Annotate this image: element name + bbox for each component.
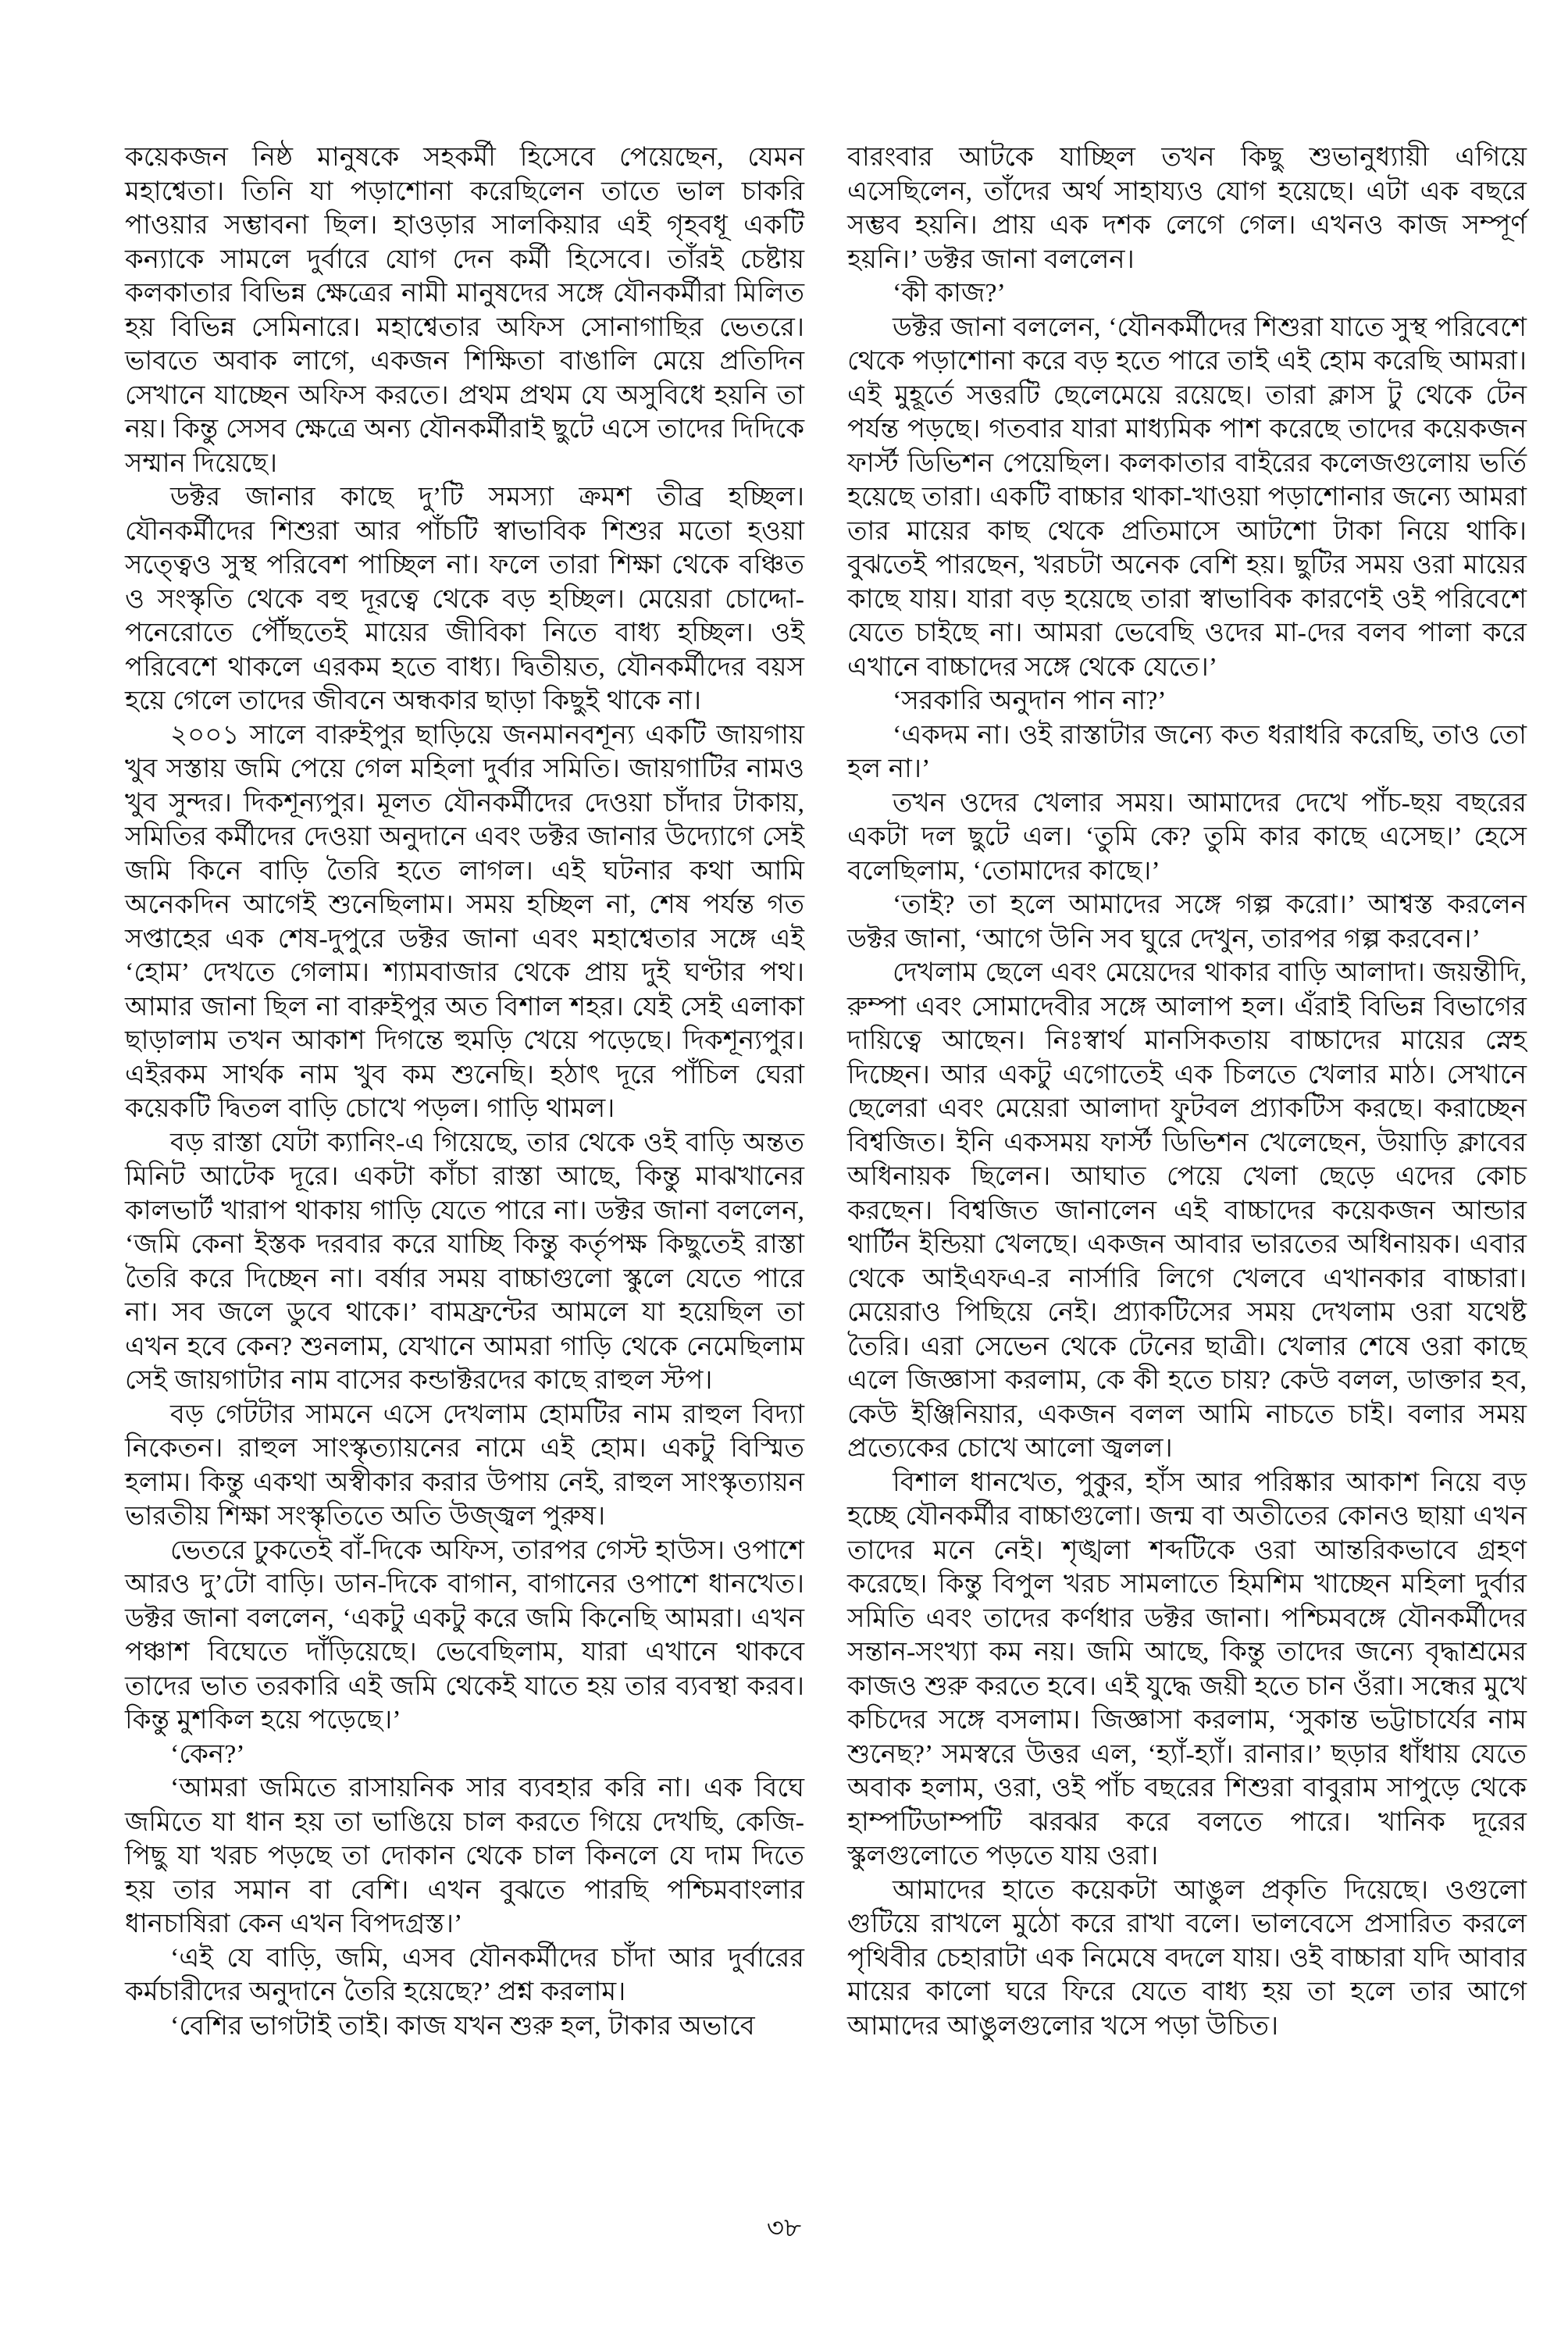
- paragraph: ডক্টর জানার কাছে দু’টি সমস্যা ক্রমশ তীব্র হচ্ছিল। যৌনকর্মীদের শিশুরা আর পাঁচটি স্বাভাবিক শিশুর মতো হওয়া সত্ত্বেও সুস্থ পরিবেশ পাচ্ছিল না। ফলে তারা শিক্ষা থেকে বঞ্চিত ও সংস্কৃতি থেকে বহু দূরত্বে থেকে বড় হচ্ছিল। মেয়েরা চোদ্দো-পনেরোতে পৌঁছতেই মায়ের জীবিকা নিতে বাধ্য হচ্ছিল। ওই পরিবেশে থাকলে এরকম হতে বাধ্য। দ্বিতীয়ত, যৌনকর্মীদের বয়স হয়ে গেলে তাদের জীবনে অন্ধকার ছাড়া কিছুই থাকে না।: [125, 483, 804, 715]
- paragraph: ‘কেন?’: [170, 1739, 245, 1769]
- paragraph: ‘তাই? তা হলে আমাদের সঙ্গে গল্প করো।’ আশ্বস্ত করলেন ডক্টর জানা, ‘আগে উনি সব ঘুরে দেখুন, তারপর গল্প করবেন।’: [847, 890, 1527, 954]
- paragraph: আমাদের হাতে কয়েকটা আঙুল প্রকৃতি দিয়েছে। ওগুলো গুটিয়ে রাখলে মুঠো করে রাখা বলে। ভালবেসে প্রসারিত করলে পৃথিবীর চেহারাটা এক নিমেষে বদলে যায়। ওই বাচ্চারা যদি আবার মায়ের কালো ঘরে ফিরে যেতে বাধ্য হয় তা হলে তার আগে আমাদের আঙুলগুলোর খসে পড়া উচিত।: [847, 1875, 1527, 2041]
- paragraph: বিশাল ধানখেত, পুকুর, হাঁস আর পরিষ্কার আকাশ নিয়ে বড় হচ্ছে যৌনকর্মীর বাচ্চাগুলো। জন্ম বা অতীতের কোনও ছায়া এখন তাদের মনে নেই। শৃঙ্খলা শব্দটিকে ওরা আন্তরিকভাবে গ্রহণ করেছে। কিন্তু বিপুল খরচ সামলাতে হিমশিম খাচ্ছেন মহিলা দুর্বার সমিতি এবং তাদের কর্ণধার ডক্টর জানা। পশ্চিমবঙ্গে যৌনকর্মীদের সন্তান-সংখ্যা কম নয়। জমি আছে, কিন্তু তাদের জন্যে বৃদ্ধাশ্রমের কাজও শুরু করতে হবে। এই যুদ্ধে জয়ী হতে চান ওঁরা। সন্ধের মুখে কচিদের সঙ্গে বসলাম। জিজ্ঞাসা করলাম, ‘সুকান্ত ভট্টাচার্যের নাম শুনেছ?’ সমস্বরে উত্তর এল, ‘হ্যাঁ-হ্যাঁ। রানার।’ ছড়ার ধাঁধায় যেতে অবাক হলাম, ওরা, ওই পাঁচ বছরের শিশুরা বাবুরাম সাপুড়ে থেকে হাম্পটিডাম্পটি ঝরঝর করে বলতে পারে। খানিক দূরের স্কুলগুলোতে পড়তে যায় ওরা।: [847, 1467, 1527, 1870]
- paragraph: বারংবার আটকে যাচ্ছিল তখন কিছু শুভানুধ্যায়ী এগিয়ে এসেছিলেন, তাঁদের অর্থ সাহায্যও যোগ হয়েছে। এটা এক বছরে সম্ভব হয়নি। প্রায় এক দশক লেগে গেল। এখনও কাজ সম্পূর্ণ হয়নি।’ ডক্টর জানা বললেন।: [847, 143, 1527, 274]
- paragraph: বড় রাস্তা যেটা ক্যানিং-এ গিয়েছে, তার থেকে ওই বাড়ি অন্তত মিনিট আটেক দূরে। একটা কাঁচা রাস্তা আছে, কিন্তু মাঝখানের কালভার্ট খারাপ থাকায় গাড়ি যেতে পারে না। ডক্টর জানা বললেন, ‘জমি কেনা ইস্তক দরবার করে যাচ্ছি কিন্তু কর্তৃপক্ষ কিছুতেই রাস্তা তৈরি করে দিচ্ছেন না। বর্ষার সময় বাচ্চাগুলো স্কুলে যেতে পারে না। সব জলে ডুবে থাকে।’ বামফ্রন্টের আমলে যা হয়েছিল তা এখন হবে কেন? শুনলাম, যেখানে আমরা গাড়ি থেকে নেমেছিলাম সেই জায়গাটার নাম বাসের কন্ডাক্টরদের কাছে রাহুল স্টপ।: [125, 1128, 804, 1395]
- paragraph: ‘বেশির ভাগটাই তাই। কাজ যখন শুরু হল, টাকার অভাবে: [170, 2011, 755, 2041]
- paragraph: ‘আমরা জমিতে রাসায়নিক সার ব্যবহার করি না। এক বিঘে জমিতে যা ধান হয় তা ভাঙিয়ে চাল করতে গিয়ে দেখছি, কেজি-পিছু যা খরচ পড়ছে তা দোকান থেকে চাল কিনলে যে দাম দিতে হয় তার সমান বা বেশি। এখন বুঝতে পারছি পশ্চিমবাংলার ধানচাষিরা কেন এখন বিপদগ্রস্ত।’: [125, 1774, 804, 1938]
- paragraph: ‘এই যে বাড়ি, জমি, এসব যৌনকর্মীদের চাঁদা আর দুর্বারের কর্মচারীদের অনুদানে তৈরি হয়েছে?’ প্রশ্ন করলাম।: [125, 1943, 804, 2006]
- paragraph: দেখলাম ছেলে এবং মেয়েদের থাকার বাড়ি আলাদা। জয়ন্তীদি, রুম্পা এবং সোমাদেবীর সঙ্গে আলাপ হল। এঁরাই বিভিন্ন বিভাগের দায়িত্বে আছেন। নিঃস্বার্থ মানসিকতায় বাচ্চাদের মায়ের স্নেহ দিচ্ছেন। আর একটু এগোতেই এক চিলতে খেলার মাঠ। সেখানে ছেলেরা এবং মেয়েরা আলাদা ফুটবল প্র্যাকটিস করছে। করাচ্ছেন বিশ্বজিত। ইনি একসময় ফার্স্ট ডিভিশন খেলেছেন, উয়াড়ি ক্লাবের অধিনায়ক ছিলেন। আঘাত পেয়ে খেলা ছেড়ে এদের কোচ করছেন। বিশ্বজিত জানালেন এই বাচ্চাদের কয়েকজন আন্ডার থার্টিন ইন্ডিয়া খেলছে। একজন আবার ভারতের অধিনায়ক। এবার থেকে আইএফএ-র নার্সারি লিগে খেলবে এখানকার বাচ্চারা। মেয়েরাও পিছিয়ে নেই। প্র্যাকটিসের সময় দেখলাম ওরা যথেষ্ট তৈরি। এরা সেভেন থেকে টেনের ছাত্রী। খেলার শেষে ওরা কাছে এলে জিজ্ঞাসা করলাম, কে কী হতে চায়? কেউ বলল, ডাক্তার হব, কেউ ইঞ্জিনিয়ার, একজন বলল আমি নাচতে চাই। বলার সময় প্রত্যেকের চোখে আলো জ্বলল।: [847, 958, 1527, 1463]
- left-column: [125, 141, 804, 2043]
- paragraph: ‘একদম না। ওই রাস্তাটার জন্যে কত ধরাধরি করেছি, তাও তো হল না।’: [847, 720, 1527, 783]
- paragraph: ‘কী কাজ?’: [893, 279, 1006, 308]
- paragraph: ‘সরকারি অনুদান পান না?’: [893, 686, 1167, 715]
- paragraph: তখন ওদের খেলার সময়। আমাদের দেখে পাঁচ-ছয় বছরের একটা দল ছুটে এল। ‘তুমি কে? তুমি কার কাছে এসেছ।’ হেসে বলেছিলাম, ‘তোমাদের কাছে।’: [847, 788, 1527, 886]
- text-columns: [125, 141, 1527, 2043]
- paragraph: ২০০১ সালে বারুইপুর ছাড়িয়ে জনমানবশূন্য একটি জায়গায় খুব সস্তায় জমি পেয়ে গেল মহিলা দুর্বার সমিতি। জায়গাটির নামও খুব সুন্দর। দিকশূন্যপুর। মূলত যৌনকর্মীদের দেওয়া চাঁদার টাকায়, সমিতির কর্মীদের দেওয়া অনুদানে এবং ডক্টর জানার উদ্যোগে সেই জমি কিনে বাড়ি তৈরি হতে লাগল। এই ঘটনার কথা আমি অনেকদিন আগেই শুনেছিলাম। সময় হচ্ছিল না, শেষ পর্যন্ত গত সপ্তাহের এক শেষ-দুপুরে ডক্টর জানা এবং মহাশ্বেতার সঙ্গে এই ‘হোম’ দেখতে গেলাম। শ্যামবাজার থেকে প্রায় দুই ঘণ্টার পথ। আমার জানা ছিল না বারুইপুর অত বিশাল শহর। যেই সেই এলাকা ছাড়ালাম তখন আকাশ দিগন্তে হুমড়ি খেয়ে পড়েছে। দিকশূন্যপুর। এইরকম সার্থক নাম খুব কম শুনেছি। হঠাৎ দূরে পাঁচিল ঘেরা কয়েকটি দ্বিতল বাড়ি চোখে পড়ল। গাড়ি থামল।: [125, 720, 804, 1123]
- paragraph: ডক্টর জানা বললেন, ‘যৌনকর্মীদের শিশুরা যাতে সুস্থ পরিবেশে থেকে পড়াশোনা করে বড় হতে পারে তাই এই হোম করেছি আমরা। এই মুহূর্তে সত্তরটি ছেলেমেয়ে রয়েছে। তারা ক্লাস টু থেকে টেন পর্যন্ত পড়ছে। গতবার যারা মাধ্যমিক পাশ করেছে তাদের কয়েকজন ফার্স্ট ডিভিশন পেয়েছিল। কলকাতার বাইরের কলেজগুলোয় ভর্তি হয়েছে তারা। একটি বাচ্চার থাকা-খাওয়া পড়াশোনার জন্যে আমরা তার মায়ের কাছ থেকে প্রতিমাসে আটশো টাকা নিয়ে থাকি। বুঝতেই পারছেন, খরচটা অনেক বেশি হয়। ছুটির সময় ওরা মায়ের কাছে যায়। যারা বড় হয়েছে তারা স্বাভাবিক কারণেই ওই পরিবেশে যেতে চাইছে না। আমরা ভেবেছি ওদের মা-দের বলব পালা করে এখানে বাচ্চাদের সঙ্গে থেকে যেতে।’: [847, 312, 1527, 682]
- paragraph: কয়েকজন নিষ্ঠ মানুষকে সহকর্মী হিসেবে পেয়েছেন, যেমন মহাশ্বেতা। তিনি যা পড়াশোনা করেছিলেন তাতে ভাল চাকরি পাওয়ার সম্ভাবনা ছিল। হাওড়ার সালকিয়ার এই গৃহবধূ একটি কন্যাকে সামলে দুর্বারে যোগ দেন কর্মী হিসেবে। তাঁরই চেষ্টায় কলকাতার বিভিন্ন ক্ষেত্রের নামী মানুষদের সঙ্গে যৌনকর্মীরা মিলিত হয় বিভিন্ন সেমিনারে। মহাশ্বেতার অফিস সোনাগাছির ভেতরে। ভাবতে অবাক লাগে, একজন শিক্ষিতা বাঙালি মেয়ে প্রতিদিন সেখানে যাচ্ছেন অফিস করতে। প্রথম প্রথম যে অসুবিধে হয়নি তা নয়। কিন্তু সেসব ক্ষেত্রে অন্য যৌনকর্মীরাই ছুটে এসে তাদের দিদিকে সম্মান দিয়েছে।: [125, 143, 804, 478]
- paragraph: ভেতরে ঢুকতেই বাঁ-দিকে অফিস, তারপর গেস্ট হাউস। ওপাশে আরও দু’টো বাড়ি। ডান-দিকে বাগান, বাগানের ওপাশে ধানখেত। ডক্টর জানা বললেন, ‘একটু একটু করে জমি কিনেছি আমরা। এখন পঞ্চাশ বিঘেতে দাঁড়িয়েছে। ভেবেছিলাম, যারা এখানে থাকবে তাদের ভাত তরকারি এই জমি থেকেই যাতে হয় তার ব্যবস্থা করব। কিন্তু মুশকিল হয়ে পড়েছে।’: [125, 1535, 804, 1735]
- page-number: ৩৮: [766, 2214, 802, 2243]
- right-column: [847, 141, 1527, 2043]
- paragraph: বড় গেটটার সামনে এসে দেখলাম হোমটির নাম রাহুল বিদ্যা নিকেতন। রাহুল সাংস্কৃত্যায়নের নামে এই হোম। একটু বিস্মিত হলাম। কিন্তু একথা অস্বীকার করার উপায় নেই, রাহুল সাংস্কৃত্যায়ন ভারতীয় শিক্ষা সংস্কৃতিতে অতি উজ্জ্বল পুরুষ।: [125, 1400, 804, 1531]
